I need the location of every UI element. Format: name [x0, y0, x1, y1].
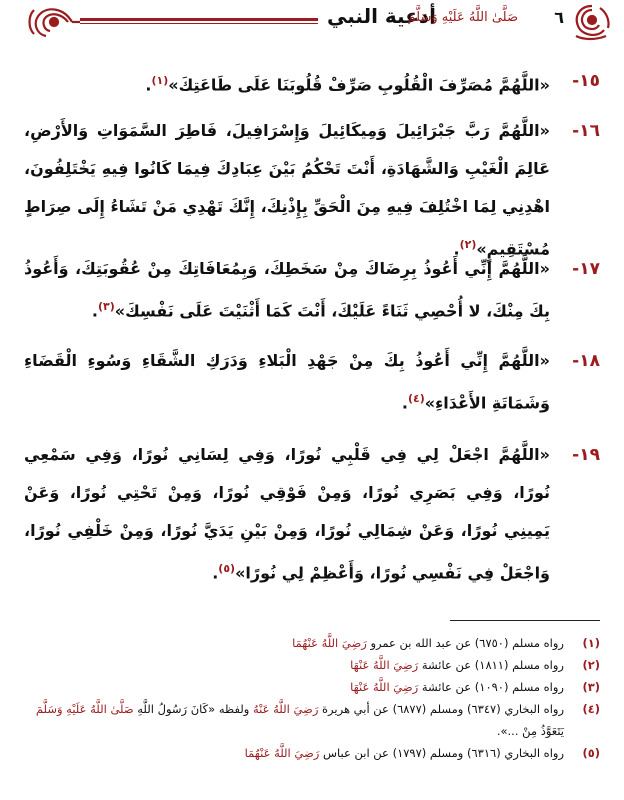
footnote-honorific: رَضِيَ اللَّهُ عَنْهُ: [252, 702, 319, 716]
footnote-honorific: رَضِيَ اللَّهُ عَنْهَا: [350, 658, 419, 672]
footnote: [24, 632, 600, 654]
footnote-number: (٢): [582, 658, 600, 672]
hadith-number: ١٥-: [572, 71, 600, 91]
hadith-block: [24, 62, 600, 104]
footnote-honorific: رَضِيَ اللَّهُ عَنْهُمَا: [292, 636, 367, 650]
footnote-text: رواه البخاري (٦٣١٦) ومسلم (١٧٩٧) عن ابن عباس: [322, 746, 564, 760]
hadith-number: ١٧-: [572, 259, 600, 279]
hadith-text: «اللَّهُمَّ إِنِّي أَعُوذُ بِرِضَاكَ مِنْ سَخَطِكَ، وَبِمُعَافَاتِكَ مِنْ عُقُوبَتِكَ، وَأَعُوذُ بِكَ مِنْكَ، لا أُحْصِي ثَنَاءً عَلَيْكَ، أَنْتَ كَمَا أَثْنَيْتَ عَلَى نَفْسِكَ»$^{(٣)}$.: [24, 259, 550, 321]
footnote-ref: (٤): [407, 392, 425, 405]
footnote-number: (٤): [582, 702, 600, 716]
footnote: [24, 742, 600, 764]
footnote-number: (١): [582, 636, 600, 650]
hadith-block: [24, 250, 600, 330]
hadith-number: ١٩-: [572, 445, 600, 465]
hadith-block: [24, 342, 600, 422]
footnote-honorific: صَلَّىٰ اللَّهُ عَلَيْهِ وَسَلَّمَ: [35, 702, 134, 716]
hadith-text: «اللَّهُمَّ مُصَرِّفَ الْقُلُوبِ صَرِّفْ قُلُوبَنَا عَلَى طَاعَتِكَ»$^{(١)}$.: [145, 74, 550, 95]
footnote-ref: (٥): [218, 562, 236, 575]
footnote-number: (٥): [582, 746, 600, 760]
hadith-text: «اللَّهُمَّ اجْعَلْ لِي فِي قَلْبِي نُورًا، وَفِي لِسَانِي نُورًا، وَفِي سَمْعِي نُورًا، وَفِي بَصَرِي نُورًا، وَمِنْ فَوْقِي نُورًا، وَمِنْ تَحْتِي نُورًا، وَعَنْ يَمِينِي نُورًا، وَعَنْ شِمَالِي نُورًا، وَمِنْ بَيْنِ يَدَيَّ نُورًا، وَمِنْ خَلْفِي نُورًا، وَاجْعَلْ فِي نَفْسِي نُورًا، وَأَعْظِمْ لِي نُورًا»$^{(٥)}$.: [24, 445, 550, 583]
footnote-ref: (٣): [97, 300, 115, 313]
hadith-number: ١٨-: [572, 351, 600, 371]
floral-ornament-icon: [570, 2, 614, 42]
footnote-honorific: رَضِيَ اللَّهُ عَنْهُمَا: [244, 746, 320, 760]
footnote-text: رواه مسلم (١٠٩٠) عن عائشة: [421, 680, 564, 694]
footnote-number: (٣): [582, 680, 600, 694]
footnote: [24, 698, 600, 742]
page-number: ٦: [554, 8, 564, 27]
header-rule-thin: [80, 23, 318, 24]
page-header: [14, 2, 614, 42]
footnote-separator: [450, 620, 600, 621]
hadith-block: [24, 112, 600, 268]
header-rule: [80, 18, 318, 21]
footnotes: [24, 632, 600, 764]
title-honorific: صَلَّىٰ اللَّهُ عَلَيْهِ وَسَلَّمَ: [407, 10, 518, 25]
floral-ornament-icon: [24, 2, 80, 42]
footnote-ref: (٢): [459, 238, 477, 251]
page-title: أدعية النبي: [327, 4, 436, 28]
hadith-text: «اللَّهُمَّ إِنِّي أَعُوذُ بِكَ مِنْ جَهْدِ الْبَلاءِ وَدَرَكِ الشَّقَاءِ وَسُوءِ الْقَضَاءِ وَشَمَاتَةِ الأَعْدَاءِ»$^{(٤)}$.: [24, 351, 550, 413]
hadith-text: «اللَّهُمَّ رَبَّ جَبْرَائِيلَ وَمِيكَائِيلَ وَإِسْرَافِيلَ، فَاطِرَ السَّمَوَاتِ وَالأَرْضِ، عَالِمَ الْغَيْبِ وَالشَّهَادَةِ، أَنْتَ تَحْكُمُ بَيْنَ عِبَادِكَ فِيمَا كَانُوا فِيهِ يَخْتَلِفُونَ، اهْدِنِي لِمَا اخْتُلِفَ فِيهِ مِنَ الْحَقِّ بِإِذْنِكَ، إِنَّكَ تَهْدِي مَنْ تَشَاءُ إِلَى صِرَاطٍ مُسْتَقِيمٍ»$^{(٢)}$.: [24, 121, 550, 259]
footnote-quote: ولفظه «كَانَ رَسُولُ اللَّهِ: [137, 702, 250, 716]
footnote: [24, 676, 600, 698]
footnote-quote-end: يَتَعَوَّذُ مِنْ ...».: [496, 724, 564, 738]
hadith-block: [24, 436, 600, 592]
footnote-text: رواه مسلم (١٨١١) عن عائشة: [421, 658, 564, 672]
footnote-ref: (١): [151, 74, 169, 87]
footnote-honorific: رَضِيَ اللَّهُ عَنْهَا: [350, 680, 419, 694]
footnote-text: رواه مسلم (٦٧٥٠) عن عبد الله بن عمرو: [370, 636, 564, 650]
hadith-number: ١٦-: [572, 121, 600, 141]
footnote: [24, 654, 600, 676]
footnote-text: رواه البخاري (٦٣٤٧) ومسلم (٦٨٧٧) عن أبي هريرة: [322, 702, 564, 716]
